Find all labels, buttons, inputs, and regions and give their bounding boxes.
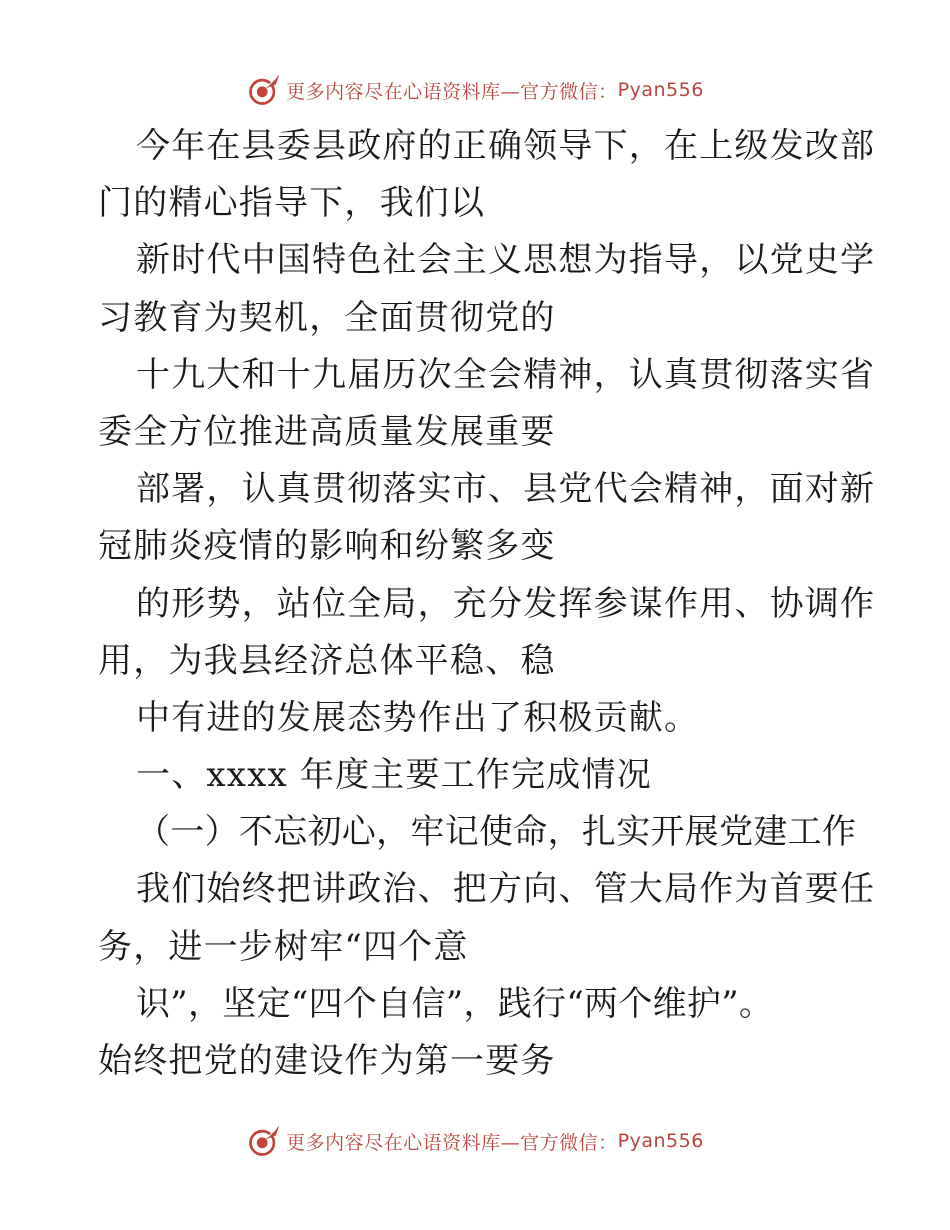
paragraph-line: 今年在县委县政府的正确领导下，在上级发改部 xyxy=(136,126,876,166)
paragraph-line: 中有进的发展态势作出了积极贡献。 xyxy=(136,697,700,738)
footer-watermark xyxy=(0,1119,950,1163)
paragraph-line: 习教育为契机，全面贯彻党的 xyxy=(98,297,556,338)
paragraph-line: 的形势，站位全局，充分发挥参谋作用、协调作 xyxy=(136,583,876,624)
paragraph-line: 冠肺炎疫情的影响和纷繁多变 xyxy=(98,526,556,567)
subsection-heading: （一）不忘初心，牢记使命，扎实开展党建工作 xyxy=(136,812,857,853)
quill-logo-icon xyxy=(246,1123,282,1159)
document-body xyxy=(98,118,876,1090)
header-watermark xyxy=(0,68,950,112)
section-heading: 一、xxxx 年度主要工作完成情况 xyxy=(136,755,652,796)
paragraph-line: 用，为我县经济总体平稳、稳 xyxy=(98,640,556,681)
watermark-wechat-id: Pyan556 xyxy=(617,79,704,101)
paragraph-line: 识”，坚定“四个自信”，践行“两个维护”。 xyxy=(136,983,774,1024)
quill-logo-icon xyxy=(246,72,282,108)
paragraph-line: 十九大和十九届历次全会精神，认真贯彻落实省 xyxy=(136,354,876,395)
watermark-text: 更多内容尽在心语资料库—官方微信： xyxy=(286,1131,618,1154)
paragraph-line: 新时代中国特色社会主义思想为指导，以党史学 xyxy=(136,240,876,281)
watermark-wechat-id: Pyan556 xyxy=(617,1130,704,1152)
paragraph-line: 委全方位推进高质量发展重要 xyxy=(98,411,556,452)
paragraph-line: 我们始终把讲政治、把方向、管大局作为首要任 xyxy=(136,869,876,910)
paragraph-line: 务，进一步树牢“四个意 xyxy=(98,926,469,967)
watermark-text: 更多内容尽在心语资料库—官方微信： xyxy=(286,80,618,103)
paragraph-line: 门的精心指导下，我们以 xyxy=(98,183,486,224)
paragraph-line: 始终把党的建设作为第一要务 xyxy=(98,1041,556,1081)
paragraph-line: 部署，认真贯彻落实市、县党代会精神，面对新 xyxy=(136,469,876,510)
